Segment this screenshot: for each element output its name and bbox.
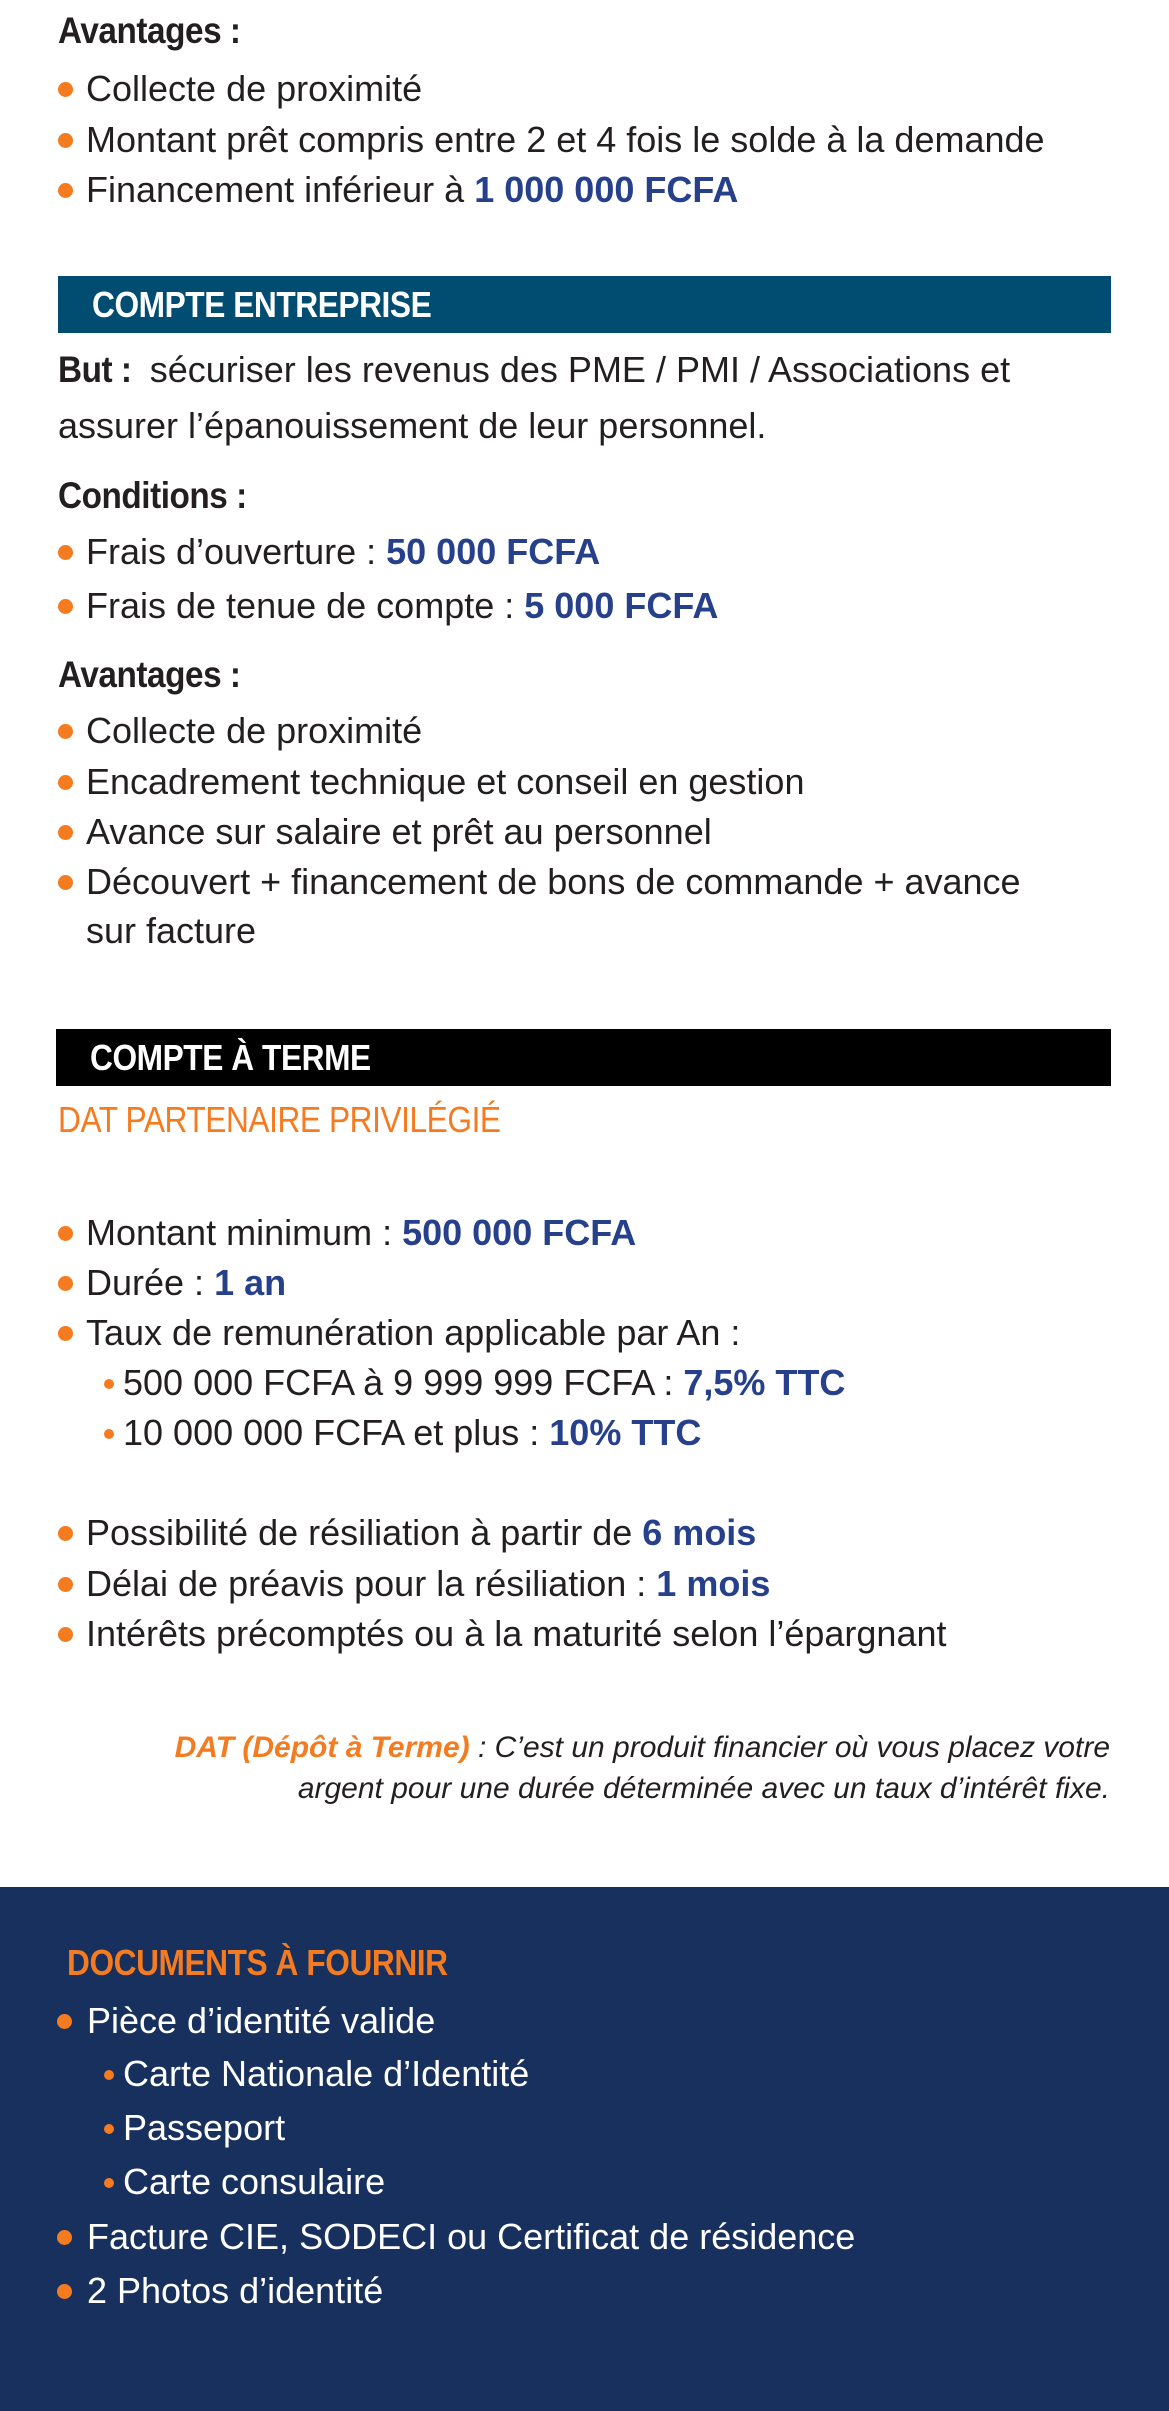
bullet-icon (58, 724, 73, 739)
list-item: Montant prêt compris entre 2 et 4 fois le solde à la demande (86, 119, 1045, 160)
bullet-icon (58, 825, 73, 840)
sub-bullet-icon (104, 2178, 114, 2188)
bullet-icon (58, 775, 73, 790)
sub-bullet-icon (104, 2070, 114, 2080)
bullet-icon (57, 2014, 72, 2029)
bullet-icon (58, 183, 73, 198)
but-line: But : sécuriser les revenus des PME / PMI / Associations et (58, 345, 1010, 395)
sub-list-item: Carte consulaire (123, 2161, 386, 2202)
sub-bullet-icon (104, 2124, 114, 2134)
sub-bullet-icon (104, 1429, 114, 1439)
bullet-icon (58, 82, 73, 97)
bullet-icon (58, 1526, 73, 1541)
bullet-icon (58, 1326, 73, 1341)
avantages-heading: Avantages : (58, 10, 241, 51)
bullet-icon (58, 1627, 73, 1642)
but-line-2: assurer l’épanouissement de leur personnel. (58, 405, 767, 446)
list-item: Facture CIE, SODECI ou Certificat de résidence (87, 2216, 856, 2257)
list-item: Frais d’ouverture : 50 000 FCFA (86, 531, 601, 572)
list-item: Frais de tenue de compte : 5 000 FCFA (86, 585, 719, 626)
compte-terme-header (56, 1029, 1111, 1086)
avantages-heading: Avantages : (58, 654, 241, 695)
documents-title: DOCUMENTS À FOURNIR (67, 1942, 448, 1983)
bullet-icon (58, 133, 73, 148)
but-label: But : (58, 349, 132, 390)
sub-list-item: Carte Nationale d’Identité (123, 2053, 530, 2094)
list-item: Possibilité de résiliation à partir de 6 mois (86, 1512, 757, 1553)
rate-item: 500 000 FCFA à 9 999 999 FCFA : 7,5% TTC (123, 1362, 846, 1403)
bullet-icon (58, 1226, 73, 1241)
list-item-continuation: sur facture (86, 910, 257, 951)
list-item: Montant minimum : 500 000 FCFA (86, 1212, 637, 1253)
list-item: Avance sur salaire et prêt au personnel (86, 811, 712, 852)
list-item: Collecte de proximité (86, 710, 423, 751)
dat-subtitle: DAT PARTENAIRE PRIVILÉGIÉ (58, 1099, 501, 1140)
bullet-icon (57, 2284, 72, 2299)
bullet-icon (58, 1577, 73, 1592)
dat-note-line-1: DAT (Dépôt à Terme) : C’est un produit financier où vous placez votre (174, 1731, 1110, 1764)
list-item: Encadrement technique et conseil en gestion (86, 761, 805, 802)
list-item: Délai de préavis pour la résiliation : 1 mois (86, 1563, 771, 1604)
sub-bullet-icon (104, 1379, 114, 1389)
dat-note-key: DAT (Dépôt à Terme) (174, 1731, 470, 1764)
conditions-heading: Conditions : (58, 475, 247, 516)
list-item: Collecte de proximité (86, 68, 423, 109)
bullet-icon (57, 2230, 72, 2245)
bullet-icon (58, 1276, 73, 1291)
bullet-icon (58, 545, 73, 560)
list-item: Financement inférieur à 1 000 000 FCFA (86, 169, 739, 210)
list-item: Durée : 1 an (86, 1262, 287, 1303)
section-title: COMPTE À TERME (90, 1037, 371, 1078)
list-item: 2 Photos d’identité (87, 2270, 384, 2311)
dat-note-line-2: argent pour une durée déterminée avec un taux d’intérêt fixe. (297, 1772, 1110, 1805)
rate-item: 10 000 000 FCFA et plus : 10% TTC (123, 1412, 702, 1453)
list-item: Pièce d’identité valide (87, 2000, 436, 2041)
list-item: Découvert + financement de bons de commande + avance (86, 861, 1021, 902)
section-title: COMPTE ENTREPRISE (92, 284, 432, 325)
documents-footer (0, 1887, 1169, 2411)
sub-list-item: Passeport (123, 2107, 286, 2148)
compte-entreprise-header (58, 276, 1111, 333)
list-item: Taux de remunération applicable par An : (86, 1312, 741, 1353)
bullet-icon (58, 875, 73, 890)
list-item: Intérêts précomptés ou à la maturité selon l’épargnant (86, 1613, 947, 1654)
bullet-icon (58, 599, 73, 614)
